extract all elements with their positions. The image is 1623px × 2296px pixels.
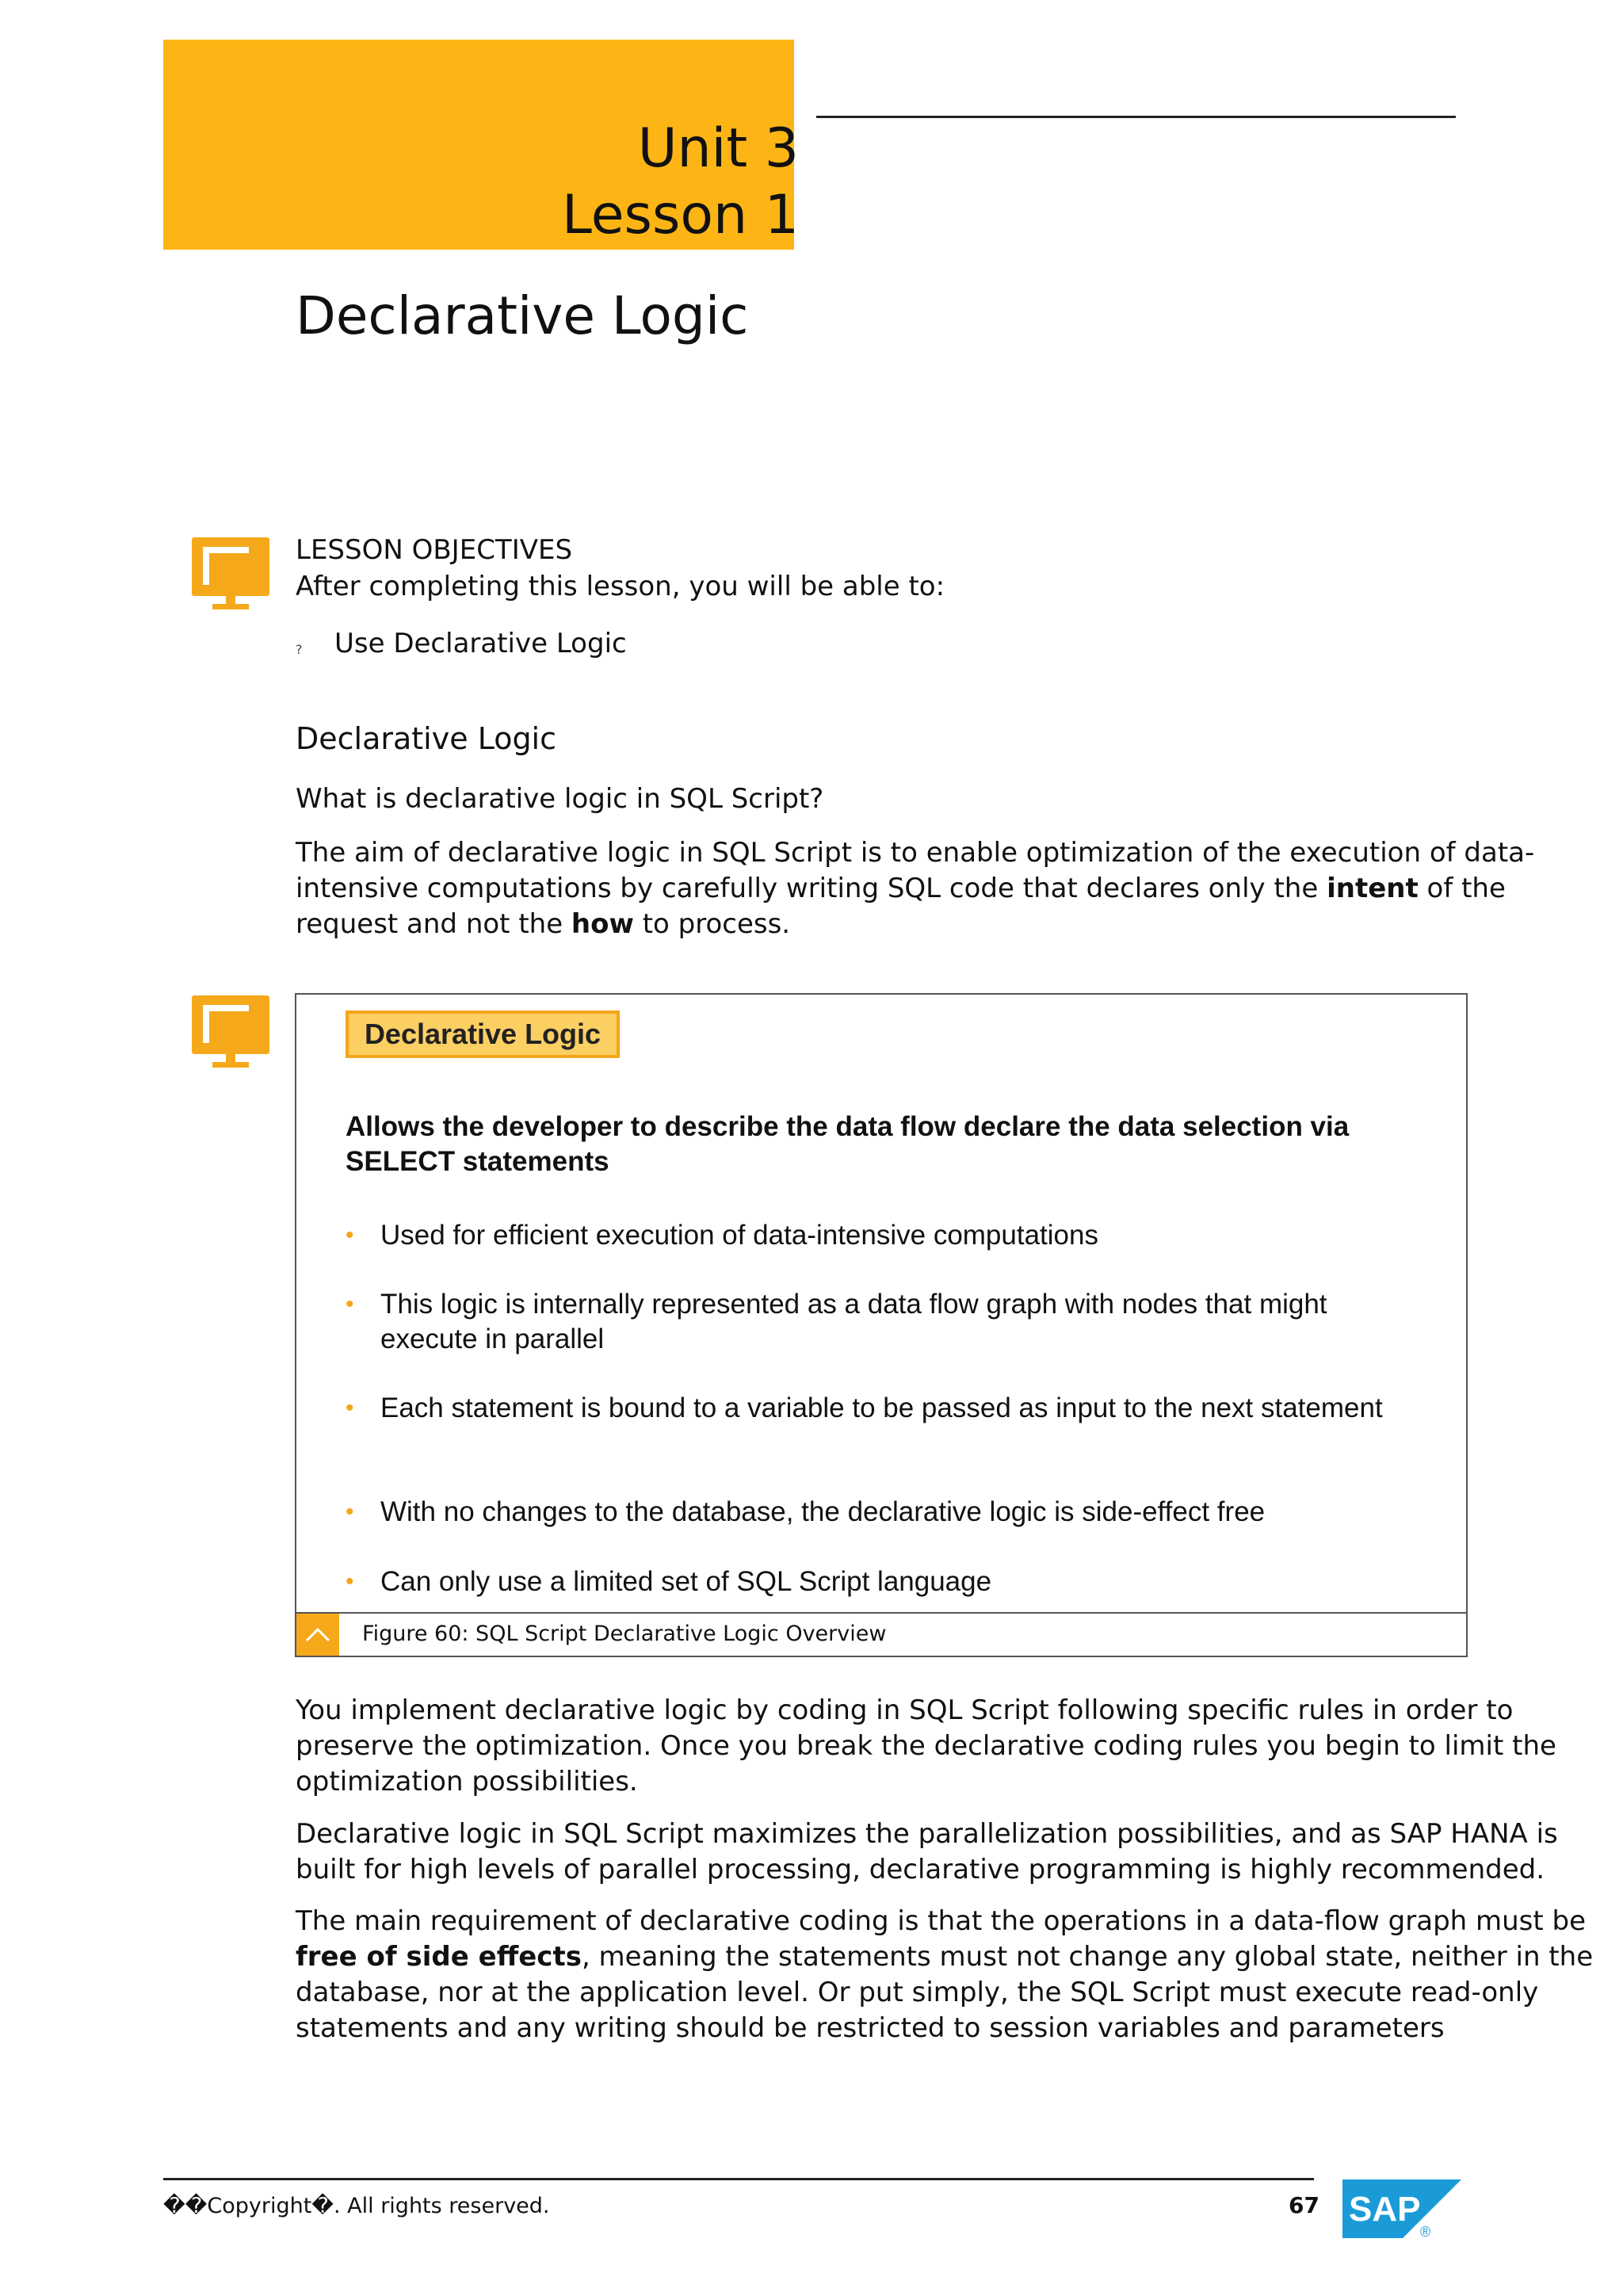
figure-caption: Figure 60: SQL Script Declarative Logic Overview — [362, 1622, 887, 1646]
paragraph-implementation: You implement declarative logic by coding in SQL Script following specific rules in order to preserve the optimization. Once you break the declarative coding rules you begin to limit the optimization possibilities. — [296, 1694, 1556, 1797]
objectives-intro: After completing this lesson, you will be able to: — [296, 571, 945, 602]
copyright-notice: ��Copyright�. All rights reserved. — [163, 2194, 550, 2218]
unit-label: Unit 3 — [637, 117, 799, 180]
figure-bullet: • This logic is internally represented as a data flow graph with nodes that might execute in parallel — [346, 1289, 1327, 1354]
section-heading: Declarative Logic — [296, 721, 557, 756]
objectives-heading: LESSON OBJECTIVES — [296, 534, 573, 566]
paragraph-parallelization: Declarative logic in SQL Script maximizes the parallelization possibilities, and as SAP HANA is built for high levels of parallel processing, declarative programming is highly recommended. — [296, 1818, 1558, 1885]
page-number: 67 — [1289, 2192, 1319, 2218]
objective-bullet: ? — [296, 642, 303, 657]
intro-paragraph: The aim of declarative logic in SQL Script is to enable optimization of the execution of data-intensive computations by carefully writing SQL code that declares only the intent of the request and not the how to process. — [296, 837, 1535, 940]
lesson-label: Lesson 1 — [562, 184, 799, 246]
figure-title: Declarative Logic — [346, 1010, 620, 1058]
collapse-icon[interactable] — [296, 1614, 339, 1656]
unit-lesson-label — [562, 116, 799, 249]
section-question: What is declarative logic in SQL Script? — [296, 783, 824, 815]
objective-item: Use Declarative Logic — [334, 628, 627, 659]
figure-bullet: • Each statement is bound to a variable to be passed as input to the next statement — [346, 1392, 1383, 1423]
figure-bullet: • Used for efficient execution of data-intensive computations — [346, 1220, 1098, 1251]
svg-text:®: ® — [1420, 2224, 1431, 2238]
svg-text:SAP: SAP — [1349, 2190, 1421, 2229]
figure-bullet: • With no changes to the database, the declarative logic is side-effect free — [346, 1496, 1266, 1527]
figure-monitor-icon — [192, 995, 269, 1068]
emphasis-free-of-side-effects: free of side effects — [296, 1941, 582, 1973]
figure-bullet: • Can only use a limited set of SQL Script language — [346, 1566, 992, 1597]
figure-lead: Allows the developer to describe the data flow declare the data selection via SELECT statements — [346, 1111, 1350, 1177]
objectives-monitor-icon — [192, 537, 269, 610]
emphasis-how: how — [571, 908, 634, 940]
lesson-title: Declarative Logic — [296, 285, 749, 346]
sap-logo — [1342, 2179, 1461, 2238]
header-divider — [816, 116, 1456, 118]
emphasis-intent: intent — [1327, 873, 1419, 904]
paragraph-side-effects: The main requirement of declarative coding is that the operations in a data-flow graph must be free of side effects, meaning the statements must not change any global state, neither in the database, nor at the application level. Or put simply, the SQL Script must execute read-only statements and any writing should be restricted to session variables and parameters — [296, 1905, 1594, 2044]
footer-divider — [163, 2178, 1314, 2180]
